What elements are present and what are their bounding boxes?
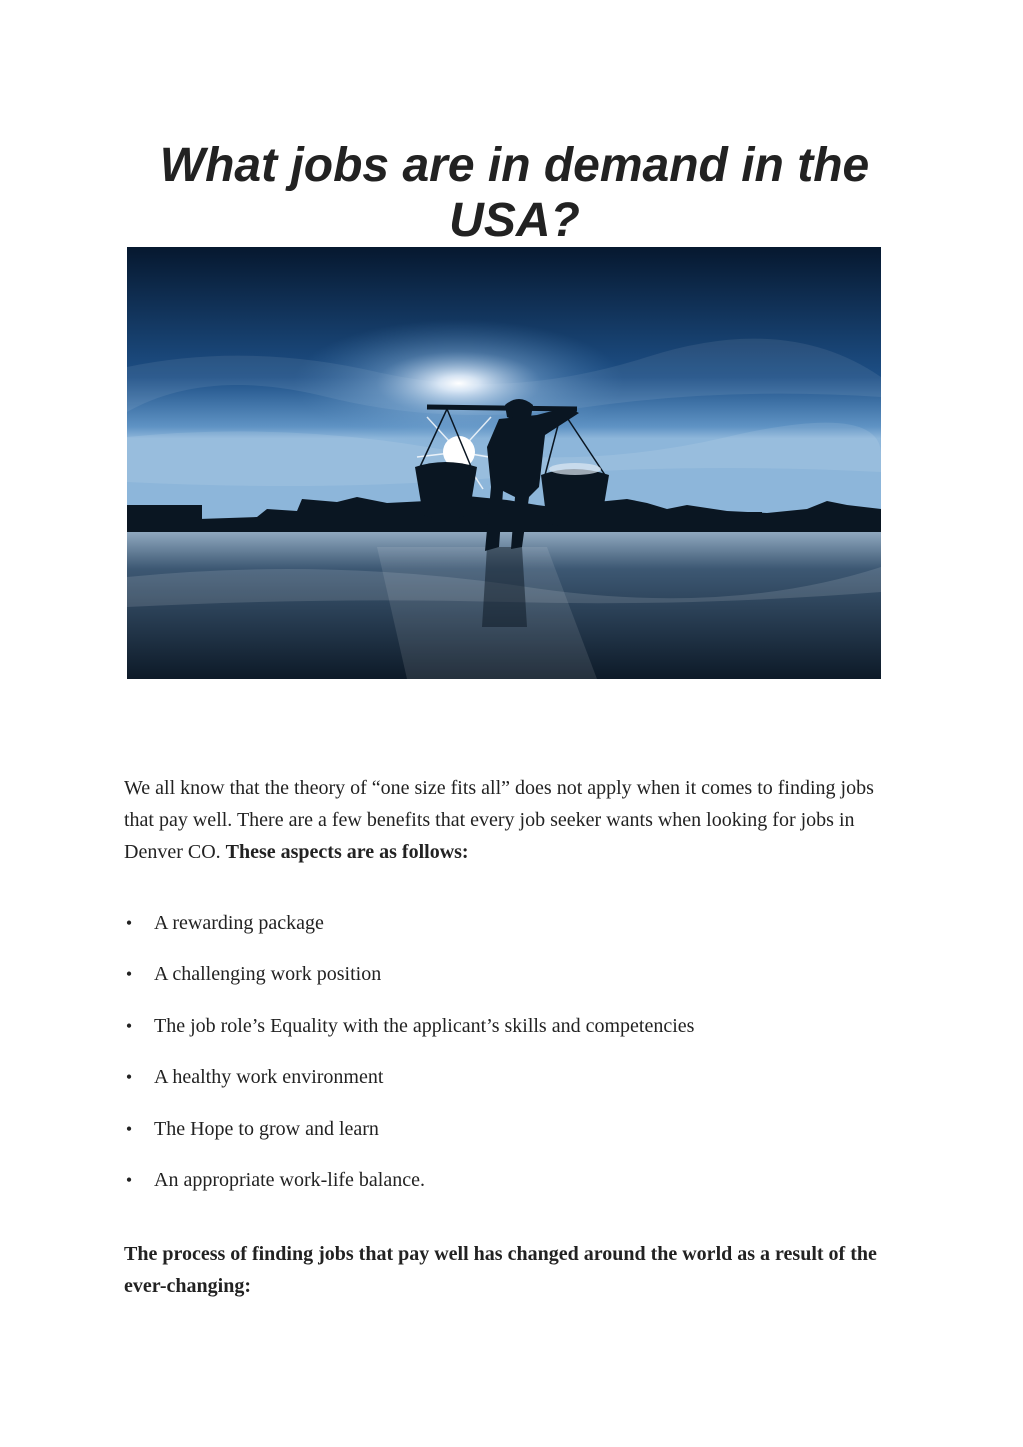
intro-paragraph <box>124 772 889 868</box>
list-item <box>124 907 889 958</box>
intro-text: We all know that the theory of “one size fits all” does not apply when it comes to finding jobs that pay well. There are a few benefits that every job seeker wants when looking for jobs in Denver CO. <box>124 777 874 863</box>
bullet-icon: • <box>125 1169 133 1190</box>
bullet-icon: • <box>125 1118 133 1139</box>
list-item <box>124 1010 889 1061</box>
intro-bold: These aspects are as follows: <box>225 841 469 863</box>
list-item-label: An appropriate work-life balance. <box>154 1168 425 1191</box>
list-item-label: A challenging work position <box>154 963 382 986</box>
list-item <box>124 958 889 1009</box>
list-item-label: The Hope to grow and learn <box>154 1117 379 1140</box>
list-item-label: The job role’s Equality with the applicant’s skills and competencies <box>154 1014 695 1037</box>
list-item <box>124 1061 889 1112</box>
list-item <box>124 1164 889 1215</box>
closing-paragraph: The process of finding jobs that pay well has changed around the world as a result of the ever-changing: <box>124 1243 877 1297</box>
list-item-label: A rewarding package <box>154 912 324 934</box>
bullet-icon: • <box>125 964 133 985</box>
hero-image <box>127 247 881 679</box>
bullet-icon: • <box>125 913 133 933</box>
worker-silhouette-icon <box>127 247 881 679</box>
page-title: What jobs are in demand in the USA? <box>159 139 870 247</box>
benefits-list <box>124 907 889 1215</box>
bullet-icon: • <box>125 1015 133 1036</box>
list-item-label: A healthy work environment <box>154 1066 384 1089</box>
bullet-icon: • <box>125 1067 133 1088</box>
list-item <box>124 1113 889 1164</box>
